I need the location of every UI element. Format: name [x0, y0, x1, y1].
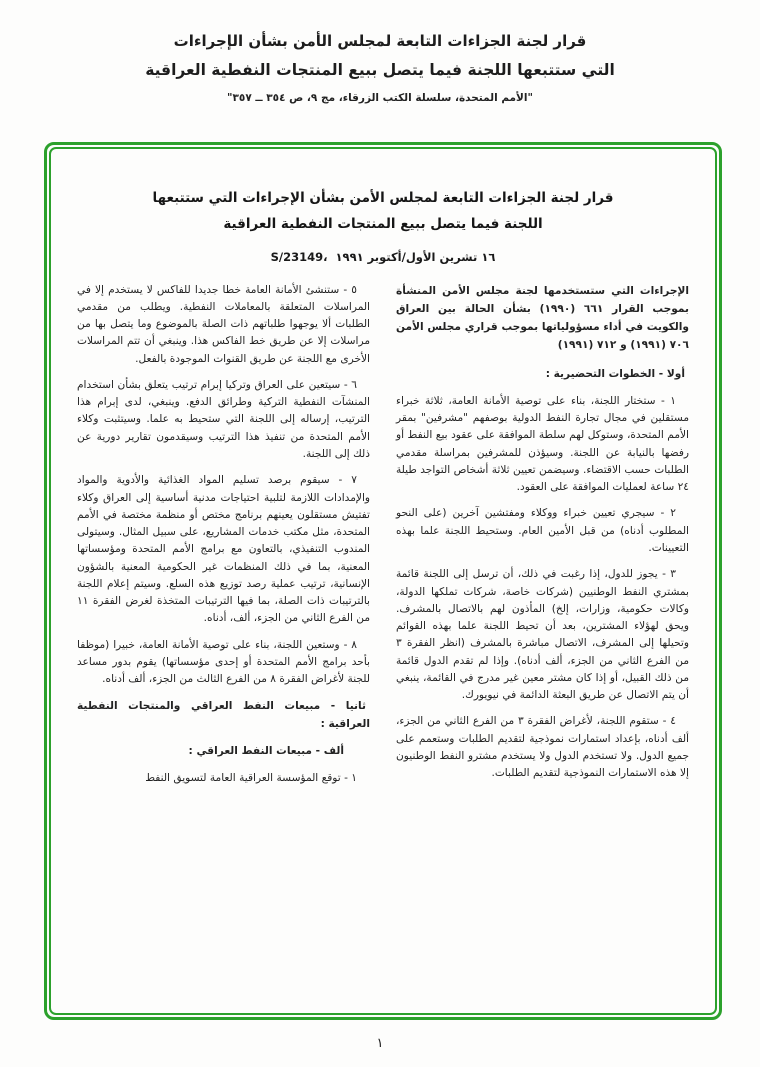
- scan-frame-inner: [49, 147, 717, 1015]
- paragraph-6: ٦ - سيتعين على العراق وتركيا إبرام ترتيب يتعلق بشأن استخدام المنشآت النفطية التركية وطرائق الدفع. وينبغي، لدى إبرام هذا الترتيب، إرساله إلى اللجنة التي ستحيط به علما. وسيتثبت وكلاء الأمم المتحدة من تنفيذ هذا الترتيب وسيقدمون تقارير دورية عن ذلك إلى اللجنة.: [77, 378, 370, 461]
- document-symbol: S/23149،: [270, 249, 328, 264]
- paragraph-8: ٨ - وستعين اللجنة، بناء على توصية الأمانة العامة، خبيرا (موظفا بأحد برامج الأمم المتحدة أو إحدى مؤسساتها) يقوم بدور مساعد للجنة لأغراض الفقرة ٨ من الفرع الثالث من الجزء، ألف أدناه.: [77, 638, 370, 686]
- document-date: ١٦ تشرين الأول/أكتوبر ١٩٩١: [335, 249, 496, 264]
- section-heading-first: أولا - الخطوات التحضيرية :: [545, 367, 685, 380]
- column-right: [396, 282, 689, 797]
- page-number: ١: [376, 1036, 384, 1051]
- document-title-line2: اللجنة فيما يتصل ببيع المنتجات النفطية العراقية: [223, 216, 543, 233]
- scan-frame-outer: [44, 142, 722, 1020]
- document-title-line1: قرار لجنة الجزاءات التابعة لمجلس الأمن بشأن الإجراءات التي ستتبعها: [152, 190, 614, 206]
- paragraph-7: ٧ - سيقوم برصد تسليم المواد الغذائية والأدوية والمواد والإمدادات اللازمة لتلبية احتياجات مدنية أساسية إلى العراق وكلاء تفتيش مستقلون يعينهم برنامج مختص أو منظمة مختصة في الأمم المتحدة، مثل مكتب خدمات المشاريع، على سبيل المثال. وسيتولى المندوب التنفيذي، بالتعاون مع برامج الأمم المتحدة ومؤسساتها المعنية، بما في ذلك المنظمات غير الحكومية المعنية بالشؤون الإنسانية، ترتيب عملية رصد توزيع هذه السلع. وسيتم إعلام اللجنة بالترتيبات ذات الصلة، بما فيها الترتيبات المتخذة لغرض الفقرة ١١ من الفرع الثاني من الجزء، ألف، أدناه.: [77, 474, 370, 625]
- header-title-line1: قرار لجنة الجزاءات التابعة لمجلس الأمن بشأن الإجراءات: [173, 32, 587, 50]
- section-heading-second: ثانيا - مبيعات النفط العراقي والمنتجات النفطية العراقية :: [77, 700, 370, 730]
- paragraph-4: ٤ - ستقوم اللجنة، لأغراض الفقرة ٣ من الفرع الثاني من الجزء، ألف أدناه، بإعداد استمارات نموذجية لتقديم الطلبات وستعمم على جميع الدول. ولا تستخدم الدول ولا يستخدم مشترو النفط الوطنيون إلا هذه الاستمارات النموذجية لتقديم الطلبات.: [396, 715, 689, 780]
- document-reference: [77, 250, 689, 264]
- paragraph-1-alef: ١ - توقع المؤسسة العراقية العامة لتسويق النفط: [145, 772, 357, 785]
- intro-paragraph: الإجراءات التي ستستخدمها لجنة مجلس الأمن المنشأة بموجب القرار ٦٦١ (١٩٩٠) بشأن الحالة بين العراق والكويت في أداء مسؤولياتها بموجب قراري مجلس الأمن ٧٠٦ (١٩٩١) و ٧١٢ (١٩٩١): [396, 284, 689, 351]
- paragraph-5: ٥ - ستنشئ الأمانة العامة خطا جديدا للفاكس لا يستخدم إلا في المراسلات المتعلقة بالمعاملات النفطية. ويطلب من مقدمي الطلبات ألا يوجهوا طلباتهم ذات الصلة بالموضوع وما يتصل بها من مراسلات إلا عن طريق خط الفاكس هذا. وينبغي أن تتم المراسلات الأخرى مع اللجنة عن طريق القنوات الموجودة بالفعل.: [77, 283, 370, 365]
- paragraph-3: ٣ - يجوز للدول، إذا رغبت في ذلك، أن ترسل إلى اللجنة قائمة بمشتري النفط الوطنيين (شركات خاصة، شركات تملكها الدولة، وكالات حكومية، وزارات، إلخ) المأذون لهم بالاتصال بالمشرف. ويحق لهؤلاء المشترين، بعد أن تحيط اللجنة علما بهذه القوائم وتحيلها إلى المشرف، الاتصال مباشرة بالمشرف (انظر الفقرة ٣ من الفرع الثاني من الجزء، ألف أدناه). وإذا لم تقدم الدول قائمة من ذلك القبيل، أو إذا كان مشتر معين غير مدرج في القائمة، ينبغي أن يتم الاتصال عن طريق البعثة الدائمة في نيويورك.: [396, 568, 689, 702]
- header-title-line2: التي ستتبعها اللجنة فيما يتصل ببيع المنتجات النفطية العراقية: [145, 61, 615, 79]
- paragraph-2: ٢ - سيجري تعيين خبراء ووكلاء ومفتشين آخرين (على النحو المطلوب أدناه) من قبل الأمين العام. وستحيط اللجنة علما بهذه التعيينات.: [396, 507, 689, 555]
- source-citation: "الأمم المتحدة، سلسلة الكتب الزرقاء، مج ٩، ص ٣٥٤ ــ ٣٥٧": [227, 92, 533, 104]
- document-title: [77, 185, 689, 238]
- page-header: [0, 0, 760, 104]
- subsection-heading-alef: ألف - مبيعات النفط العراقي :: [188, 745, 344, 757]
- column-left: [77, 282, 370, 797]
- body-columns: [77, 282, 689, 797]
- paragraph-1: ١ - ستختار اللجنة، بناء على توصية الأمانة العامة، ثلاثة خبراء مستقلين في مجال تجارة النفط الدولية بوصفهم "مشرفين" بمقر الأمم المتحدة، وستوكل لهم سلطة الموافقة على عقود بيع النفط أو رفضها بالنيابة عن اللجنة. وسيؤذن للمشرفين بمراسلة مقدمي الطلبات حسب الاقتضاء. وسيضمن تعيين ثلاثة أشخاص التواجد طيلة ٢٤ ساعة لعمليات الموافقة على العقود.: [396, 394, 689, 494]
